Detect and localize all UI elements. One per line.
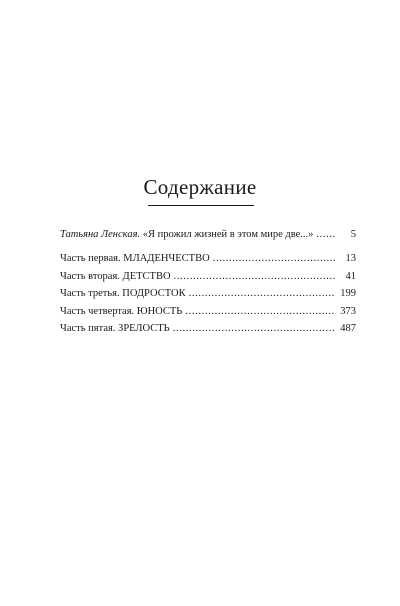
toc-entry-page: 41 xyxy=(345,270,356,282)
dot-leader xyxy=(316,227,335,242)
toc-entry-part-3 xyxy=(60,286,356,301)
toc-entry-part-4 xyxy=(60,304,356,319)
toc-entry-title: «Я прожил жизней в этом мире две...» xyxy=(140,229,314,240)
toc-entry-foreword xyxy=(60,227,356,242)
toc-entry-page: 373 xyxy=(340,305,356,317)
toc-entry-part-5 xyxy=(60,321,356,336)
toc-entry-label: Часть третья. ПОДРОСТОК xyxy=(60,288,186,299)
toc-entry-label: Часть четвертая. ЮНОСТЬ xyxy=(60,305,183,317)
toc-entry-label xyxy=(60,227,313,242)
toc-entry-author: Татьяна Ленская. xyxy=(60,229,141,240)
dot-leader xyxy=(213,251,335,266)
dot-leader xyxy=(189,286,335,301)
toc-entry-page: 487 xyxy=(340,323,356,334)
toc-entry-page: 199 xyxy=(340,288,356,299)
toc-entry-label: Часть первая. МЛАДЕНЧЕСТВО xyxy=(60,253,210,264)
toc-entry-page: 5 xyxy=(350,229,356,240)
dot-leader xyxy=(174,269,335,284)
toc-entry-label: Часть пятая. ЗРЕЛОСТЬ xyxy=(60,323,170,334)
title-underline xyxy=(148,205,254,206)
dot-leader xyxy=(173,321,335,336)
toc-entry-part-1 xyxy=(60,251,356,266)
toc-entry-label: Часть вторая. ДЕТСТВО xyxy=(60,270,171,282)
page-title: Содержание xyxy=(143,175,257,199)
table-of-contents xyxy=(60,227,356,336)
toc-entry-page: 13 xyxy=(345,253,356,264)
toc-entry-part-2 xyxy=(60,269,356,284)
dot-leader xyxy=(185,304,335,319)
